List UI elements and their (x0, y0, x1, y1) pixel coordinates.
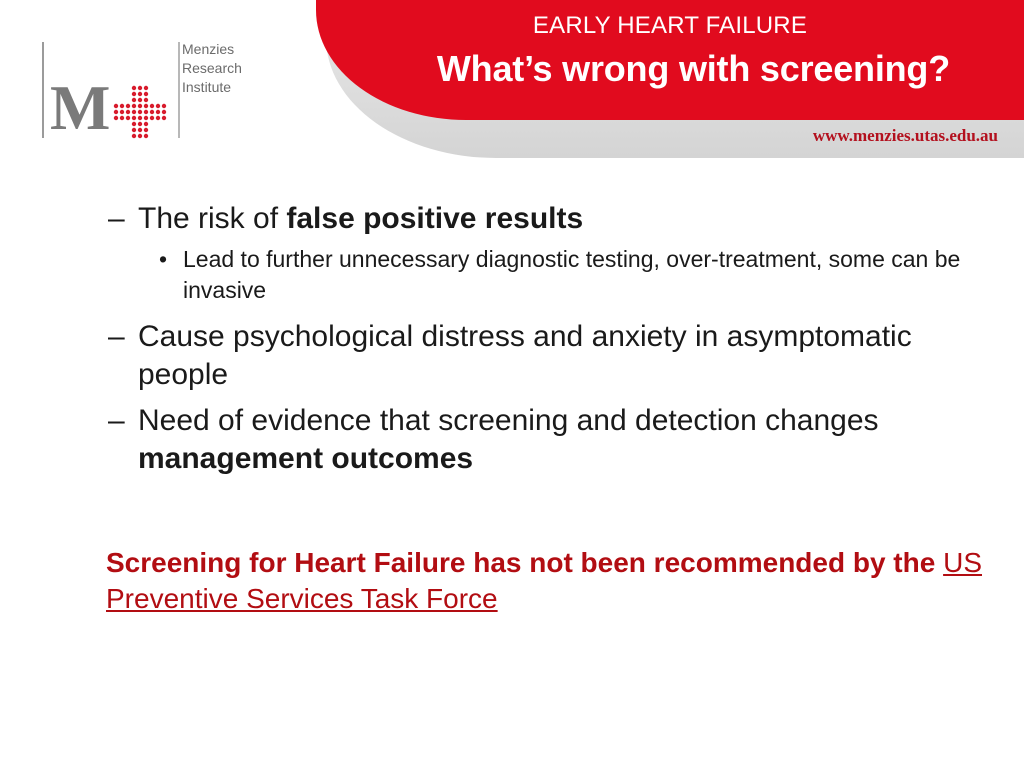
menzies-logo (42, 40, 272, 143)
dash-marker: – (108, 202, 125, 235)
point-emphasis: management outcomes (138, 442, 474, 475)
sub-point-further-testing (108, 244, 978, 306)
point-text: The risk of (138, 202, 287, 235)
conclusion-statement (106, 545, 986, 617)
slide-body (108, 200, 978, 486)
point-text: Need of evidence that screening and detection changes (138, 404, 879, 437)
point-emphasis: false positive results (286, 202, 584, 235)
dash-marker: – (108, 320, 125, 353)
conclusion-text: Screening for Heart Failure has not been recommended by the (106, 547, 944, 578)
logo-m-mark: M (50, 72, 111, 143)
slide-title: What’s wrong with screening? (436, 48, 950, 89)
dash-marker: – (108, 404, 125, 437)
point-text: Cause psychological distress and anxiety in asymptomatic people (138, 320, 912, 391)
sub-point-text: Lead to further unnecessary diagnostic testing, over-treatment, some can be invasive (183, 246, 961, 303)
header-kicker: EARLY HEART FAILURE (532, 12, 808, 39)
point-distress (108, 318, 978, 394)
logo-line-research: Research (182, 60, 242, 76)
dotted-cross-icon (112, 84, 168, 140)
logo-line-institute: Institute (182, 79, 232, 95)
point-evidence (108, 402, 978, 478)
bullet-marker: • (159, 246, 168, 272)
uspstf-link[interactable]: US Preventive Services Task Force (106, 547, 982, 614)
logo-wordmark (182, 40, 242, 97)
website-url[interactable]: www.menzies.utas.edu.au (812, 126, 998, 145)
point-false-positive (108, 200, 978, 238)
logo-line-menzies: Menzies (182, 41, 235, 57)
